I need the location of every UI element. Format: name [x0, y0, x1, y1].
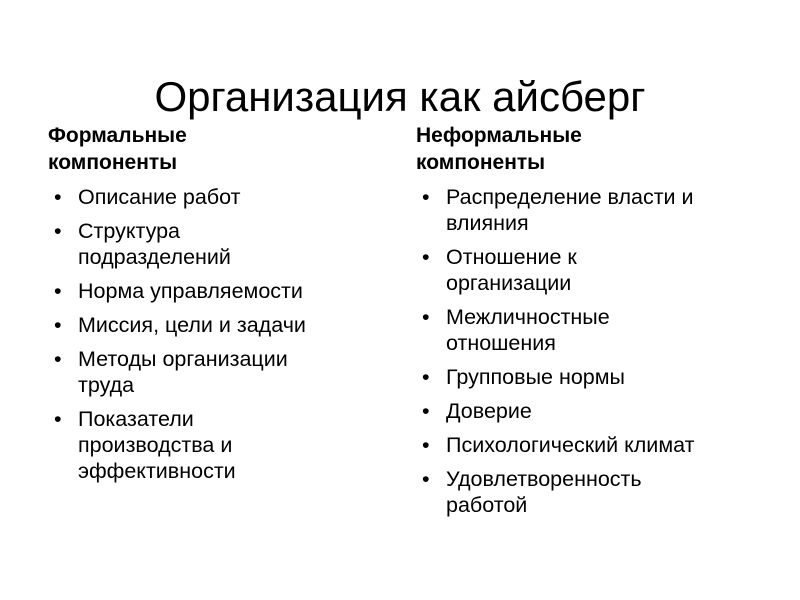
- list-item-text: Миссия, цели и задачи: [78, 313, 306, 337]
- list-item-text: Методы организации труда: [78, 347, 288, 397]
- list-item-text: Групповые нормы: [446, 365, 625, 389]
- bullet-icon: •: [54, 219, 62, 243]
- informal-components-column: [416, 122, 766, 526]
- list-item: [416, 432, 766, 458]
- informal-components-heading: Неформальные компоненты: [416, 124, 582, 174]
- list-item-text: Структура подразделений: [78, 219, 231, 269]
- list-item-text: Межличностные отношения: [446, 305, 610, 355]
- bullet-icon: •: [54, 407, 62, 431]
- informal-components-list: [416, 184, 766, 518]
- formal-components-heading: Формальные компоненты: [48, 124, 187, 174]
- bullet-icon: •: [54, 313, 62, 337]
- list-item: [48, 278, 378, 304]
- list-item: [48, 406, 378, 484]
- list-item-text: Показатели производства и эффективности: [78, 407, 236, 483]
- bullet-icon: •: [54, 279, 62, 303]
- bullet-icon: •: [422, 433, 430, 457]
- formal-components-list: [48, 184, 378, 484]
- list-item: [416, 184, 766, 236]
- list-item-text: Отношение к организации: [446, 245, 577, 295]
- bullet-icon: •: [422, 467, 430, 491]
- bullet-icon: •: [422, 399, 430, 423]
- list-item-text: Удовлетворенность работой: [446, 467, 642, 517]
- bullet-icon: •: [422, 305, 430, 329]
- formal-components-column: [48, 122, 378, 492]
- list-item: [416, 398, 766, 424]
- list-item: [416, 466, 766, 518]
- list-item-text: Описание работ: [78, 185, 241, 209]
- list-item: [416, 244, 766, 296]
- list-item: [48, 346, 378, 398]
- bullet-icon: •: [54, 347, 62, 371]
- bullet-icon: •: [422, 365, 430, 389]
- bullet-icon: •: [54, 185, 62, 209]
- list-item: [416, 304, 766, 356]
- list-item-text: Распределение власти и влияния: [446, 185, 694, 235]
- list-item: [416, 364, 766, 390]
- list-item: [48, 184, 378, 210]
- list-item-text: Доверие: [446, 399, 532, 423]
- slide-title: Организация как айсберг: [154, 73, 646, 121]
- list-item: [48, 218, 378, 270]
- list-item-text: Психологический климат: [446, 433, 695, 457]
- list-item-text: Норма управляемости: [78, 279, 303, 303]
- bullet-icon: •: [422, 185, 430, 209]
- bullet-icon: •: [422, 245, 430, 269]
- list-item: [48, 312, 378, 338]
